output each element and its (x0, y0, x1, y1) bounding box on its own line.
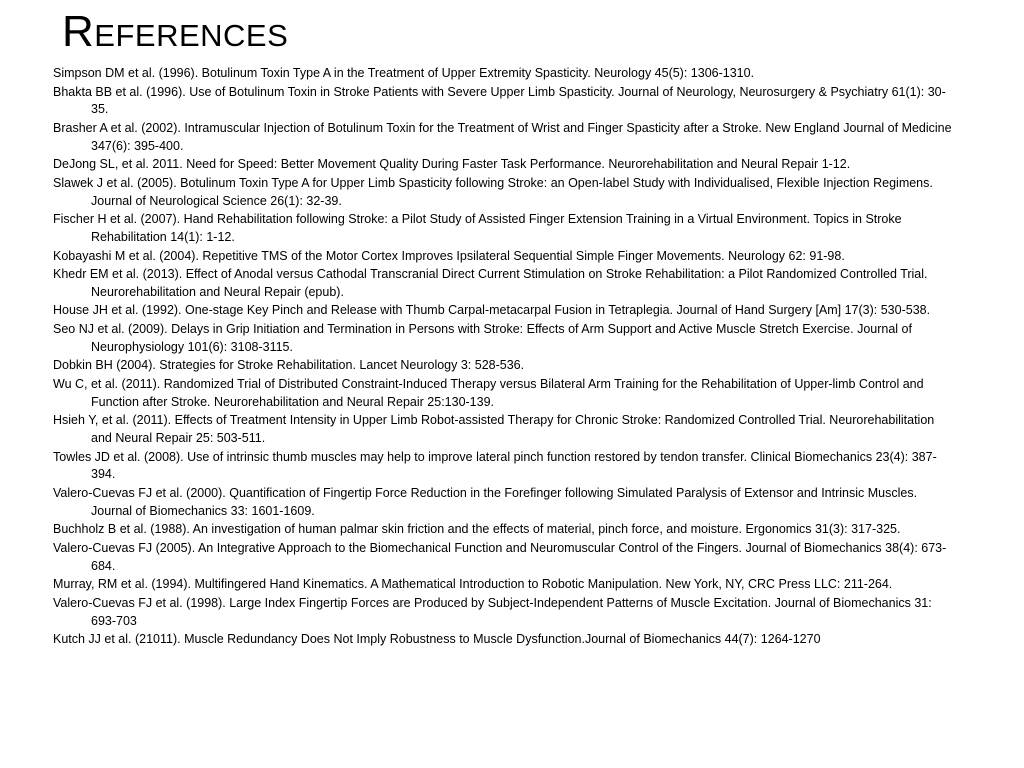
reference-item: Buchholz B et al. (1988). An investigation of human palmar skin friction and the effects of material, pinch force, and moisture. Ergonomics 31(3): 317-325. (53, 522, 901, 537)
reference-item: Fischer H et al. (2007). Hand Rehabilitation following Stroke: a Pilot Study of Assisted Finger Extension Training in a Virtual Environment. Topics in Stroke Rehabilitation 14(1): 1-12. (53, 212, 902, 244)
reference-item: Valero-Cuevas FJ et al. (2000). Quantification of Fingertip Force Reduction in the Forefinger following Simulated Paralysis of Extensor and Intrinsic Muscles. Journal of Biomechanics 33: 1601-1609. (53, 485, 918, 518)
reference-item: Brasher A et al. (2002). Intramuscular Injection of Botulinum Toxin for the Treatment of Wrist and Finger Spasticity after a Stroke. New England Journal of Medicine 347(6): 395-400. (53, 120, 952, 153)
reference-item: Slawek J et al. (2005). Botulinum Toxin Type A for Upper Limb Spasticity following Stroke: an Open-label Study with Individualised, Flexible Injection Regimens. Journal of Neurological Science 26(1): 32-39. (53, 175, 933, 208)
reference-item: Valero-Cuevas FJ (2005). An Integrative Approach to the Biomechanical Function and Neuromuscular Control of the Fingers. Journal of Biomechanics 38(4): 673-684. (53, 540, 947, 573)
reference-item: Kutch JJ et al. (21011). Muscle Redundancy Does Not Imply Robustness to Muscle Dysfunction.Journal of Biomechanics 44(7): 1264-1270 (53, 632, 821, 647)
reference-item: Dobkin BH (2004). Strategies for Stroke Rehabilitation. Lancet Neurology 3: 528-536. (53, 358, 525, 373)
reference-item: Valero-Cuevas FJ et al. (1998). Large Index Fingertip Forces are Produced by Subject-Independent Patterns of Muscle Excitation. Journal of Biomechanics 31: 693-703 (53, 595, 932, 628)
reference-item: Kobayashi M et al. (2004). Repetitive TMS of the Motor Cortex Improves Ipsilateral Sequential Simple Finger Movements. Neurology 62: 91-98. (53, 248, 845, 263)
slide-title: References (62, 7, 289, 56)
reference-item: Seo NJ et al. (2009). Delays in Grip Initiation and Termination in Persons with Stroke: Effects of Arm Support and Active Muscle Stretch Exercise. Journal of Neurophysiology 101(6): 3108-3115. (53, 322, 912, 354)
reference-item: Murray, RM et al. (1994). Multifingered Hand Kinematics. A Mathematical Introduction to Robotic Manipulation. New York, NY, CRC Press LLC: 211-264. (53, 577, 893, 592)
reference-item: DeJong SL, et al. 2011. Need for Speed: Better Movement Quality During Faster Task Performance. Neurorehabilitation and Neural Repair 1-12. (53, 157, 851, 172)
reference-item: Bhakta BB et al. (1996). Use of Botulinum Toxin in Stroke Patients with Severe Upper Limb Spasticity. Journal of Neurology, Neurosurgery & Psychiatry 61(1): 30-35. (53, 84, 946, 117)
reference-list (53, 65, 958, 650)
reference-item: Simpson DM et al. (1996). Botulinum Toxin Type A in the Treatment of Upper Extremity Spasticity. Neurology 45(5): 1306-1310. (53, 66, 755, 80)
reference-item: House JH et al. (1992). One-stage Key Pinch and Release with Thumb Carpal-metacarpal Fusion in Tetraplegia. Journal of Hand Surgery [Am] 17(3): 530-538. (53, 303, 931, 318)
reference-item: Hsieh Y, et al. (2011). Effects of Treatment Intensity in Upper Limb Robot-assisted Therapy for Chronic Stroke: Randomized Controlled Trial. Neurorehabilitation and Neural Repair 25: 503-511. (53, 413, 935, 445)
reference-item: Towles JD et al. (2008). Use of intrinsic thumb muscles may help to improve lateral pinch function restored by tendon transfer. Clinical Biomechanics 23(4): 387-394. (53, 449, 937, 482)
reference-item: Khedr EM et al. (2013). Effect of Anodal versus Cathodal Transcranial Direct Current Stimulation on Stroke Rehabilitation: a Pilot Randomized Controlled Trial. Neurorehabilitation and Neural Repair (epub). (53, 267, 928, 299)
reference-item: Wu C, et al. (2011). Randomized Trial of Distributed Constraint-Induced Therapy versus Bilateral Arm Training for the Rehabilitation of Upper-limb Control and Function after Stroke. Neurorehabilitation and Neural Repair 25:130-139. (53, 377, 924, 409)
